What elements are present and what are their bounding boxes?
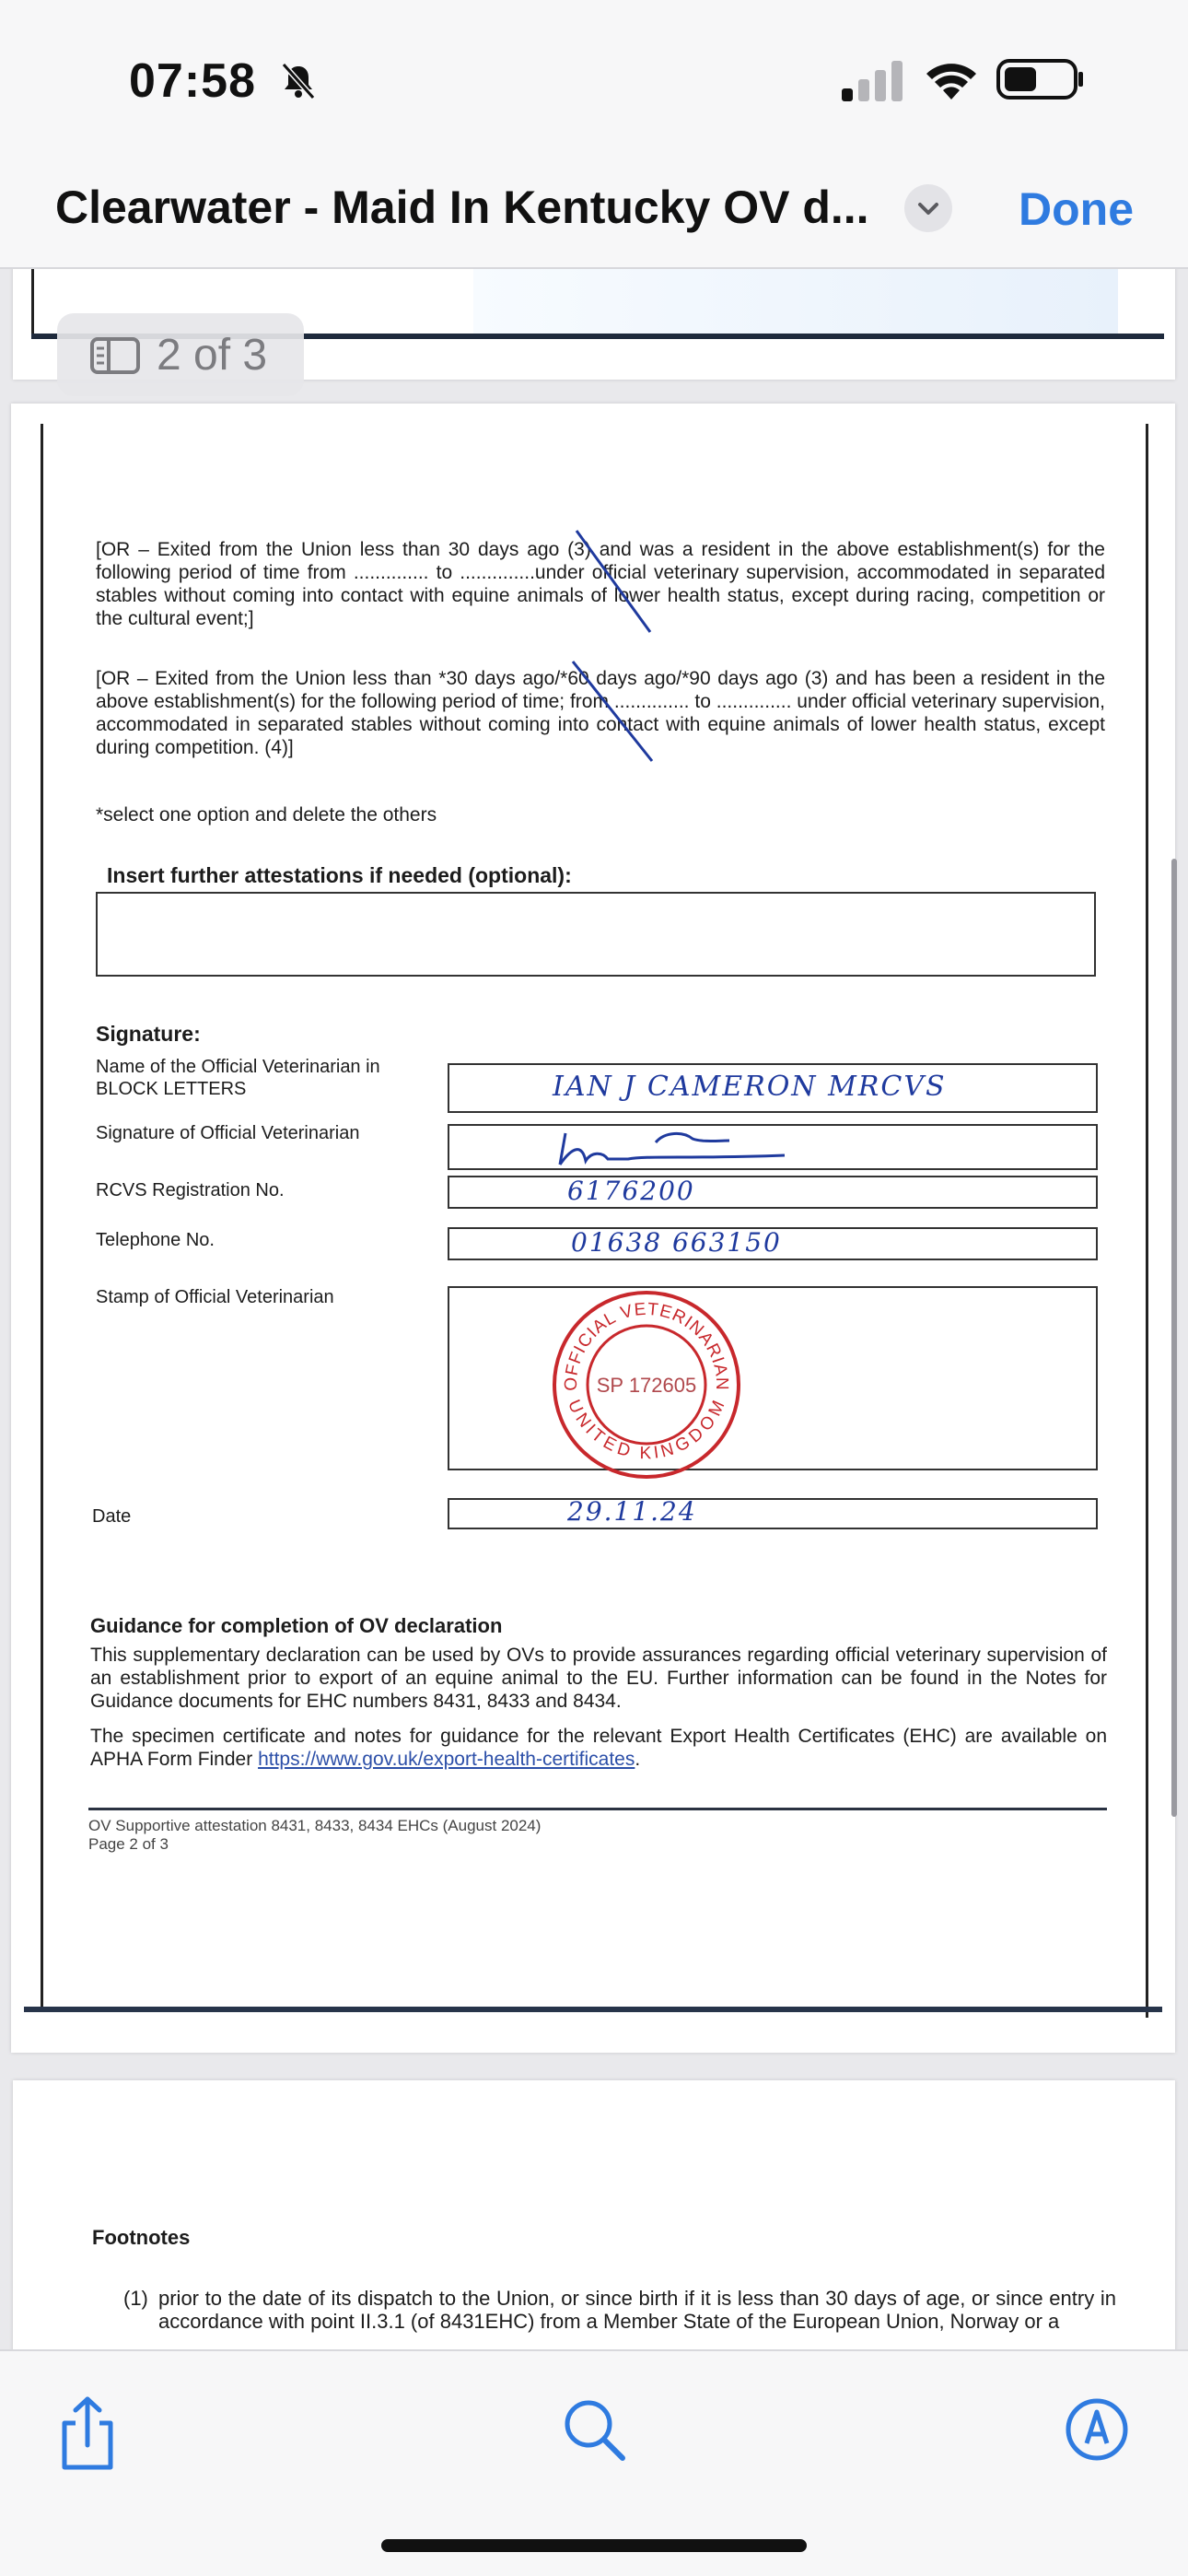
stamp-label: Stamp of Official Veterinarian <box>96 1287 334 1307</box>
further-attestations-heading: Insert further attestations if needed (optional): <box>107 863 572 887</box>
cellular-signal-icon <box>840 61 903 101</box>
scan-border-left <box>41 424 43 2008</box>
name-label: Name of the Official Veterinarian in BLOCK LETTERS <box>96 1057 380 1099</box>
rcvs-field <box>448 1176 1098 1209</box>
signature-heading: Signature: <box>96 1022 201 1046</box>
nav-bar <box>0 157 1188 269</box>
guidance-paragraph-1: This supplementary declaration can be used by OVs to provide assurances regarding official veterinary supervision of an establishment prior to export of an equine animal to the EU. Further information can be found in the Notes for Guidance documents for EHC numbers 8431, 8433 and 8434. <box>90 1645 1107 1712</box>
chevron-down-icon <box>904 184 952 232</box>
svg-text:UNITED KINGDOM <box>564 1397 729 1463</box>
signature-scribble <box>554 1128 803 1170</box>
telephone-label: Telephone No. <box>96 1230 215 1250</box>
page-indicator-text: 2 of 3 <box>157 331 268 380</box>
scan-border <box>31 269 34 339</box>
stamp-bottom-text: UNITED KINGDOM <box>564 1397 729 1464</box>
status-bar <box>0 0 1188 157</box>
sidebar-icon <box>90 337 140 374</box>
guidance-paragraph-2-text: The specimen certificate and notes for guidance for the relevant Export Health Certificates (EHC) are available on APHA Form Finder <box>90 1726 1107 1770</box>
page-indicator <box>57 313 304 396</box>
footer-rule <box>88 1808 1107 1810</box>
page-3 <box>13 2080 1175 2349</box>
home-indicator[interactable] <box>381 2539 807 2552</box>
date-field <box>448 1498 1098 1529</box>
wifi-icon <box>923 57 980 101</box>
paragraph-or-30-60-90: [OR – Exited from the Union less than *30 days ago/*60 days ago/*90 days ago (3) and has been a resident in the above establishment(s) for the following period of time; from .............. to .............. under official veterinary supervision, accommodated in separated stables without coming into contact with equine animals of lower health status, except during competition. (4)] <box>96 668 1105 758</box>
official-veterinarian-stamp <box>549 1288 744 1481</box>
rcvs-label: RCVS Registration No. <box>96 1180 285 1200</box>
guidance-heading: Guidance for completion of OV declaration <box>90 1614 503 1637</box>
guidance-paragraph-2 <box>90 1725 1107 1771</box>
stamp-center-text: SP 172605 <box>596 1374 697 1397</box>
scan-shading <box>473 269 1118 334</box>
search-icon[interactable] <box>562 2397 626 2462</box>
battery-icon <box>996 57 1085 101</box>
export-health-certificates-link[interactable]: https://www.gov.uk/export-health-certificates <box>258 1749 635 1770</box>
further-attestations-box <box>96 892 1096 977</box>
scan-border-right <box>1146 424 1148 2018</box>
stamp-top-text: OFFICIAL VETERINARIAN <box>561 1299 732 1391</box>
document-title[interactable]: Clearwater - Maid In Kentucky OV d... <box>55 181 869 233</box>
signature-label: Signature of Official Veterinarian <box>96 1123 360 1143</box>
footnotes-heading: Footnotes <box>92 2226 191 2249</box>
share-icon[interactable] <box>57 2395 118 2471</box>
telephone-value: 01638 663150 <box>571 1227 782 1258</box>
rcvs-value: 6176200 <box>567 1176 695 1206</box>
scrollbar[interactable] <box>1171 859 1177 1817</box>
date-label: Date <box>92 1506 132 1527</box>
name-value: IAN J CAMERON MRCVS <box>553 1071 947 1103</box>
footnote-1-number: (1) <box>123 2287 148 2310</box>
page-2 <box>11 404 1175 2053</box>
bell-slash-icon <box>278 61 319 101</box>
guidance-paragraph-2-end: . <box>635 1749 641 1770</box>
document-viewer[interactable] <box>0 269 1188 2349</box>
stamp-field <box>448 1286 1098 1470</box>
select-option-note: *select one option and delete the others <box>96 804 437 825</box>
footnote-1-text: prior to the date of its dispatch to the Union, or since birth if it is less than 30 days of age, or since entry in accordance with point II.3.1 (of 8431EHC) from a Member State of the European Union, Norway or a <box>158 2287 1116 2333</box>
scan-border-bottom <box>24 2007 1162 2012</box>
date-value: 29.11.24 <box>567 1496 697 1527</box>
status-time: 07:58 <box>129 54 256 108</box>
markup-icon[interactable] <box>1065 2397 1129 2462</box>
title-menu-button[interactable] <box>904 184 952 232</box>
done-button[interactable]: Done <box>1019 183 1134 235</box>
strike-through-lines <box>554 523 665 763</box>
footer-line-2: Page 2 of 3 <box>88 1835 169 1853</box>
paragraph-or-30-days: [OR – Exited from the Union less than 30 days ago (3) and was a resident in the above establishment(s) for the following period of time from .............. to ..............under official veterinary supervision, accommodated in separated stables without coming into contact with equine animals of lower health status, except during racing, competition or the cultural event;] <box>96 539 1105 629</box>
footer-line-1: OV Supportive attestation 8431, 8433, 8434 EHCs (August 2024) <box>88 1817 542 1834</box>
